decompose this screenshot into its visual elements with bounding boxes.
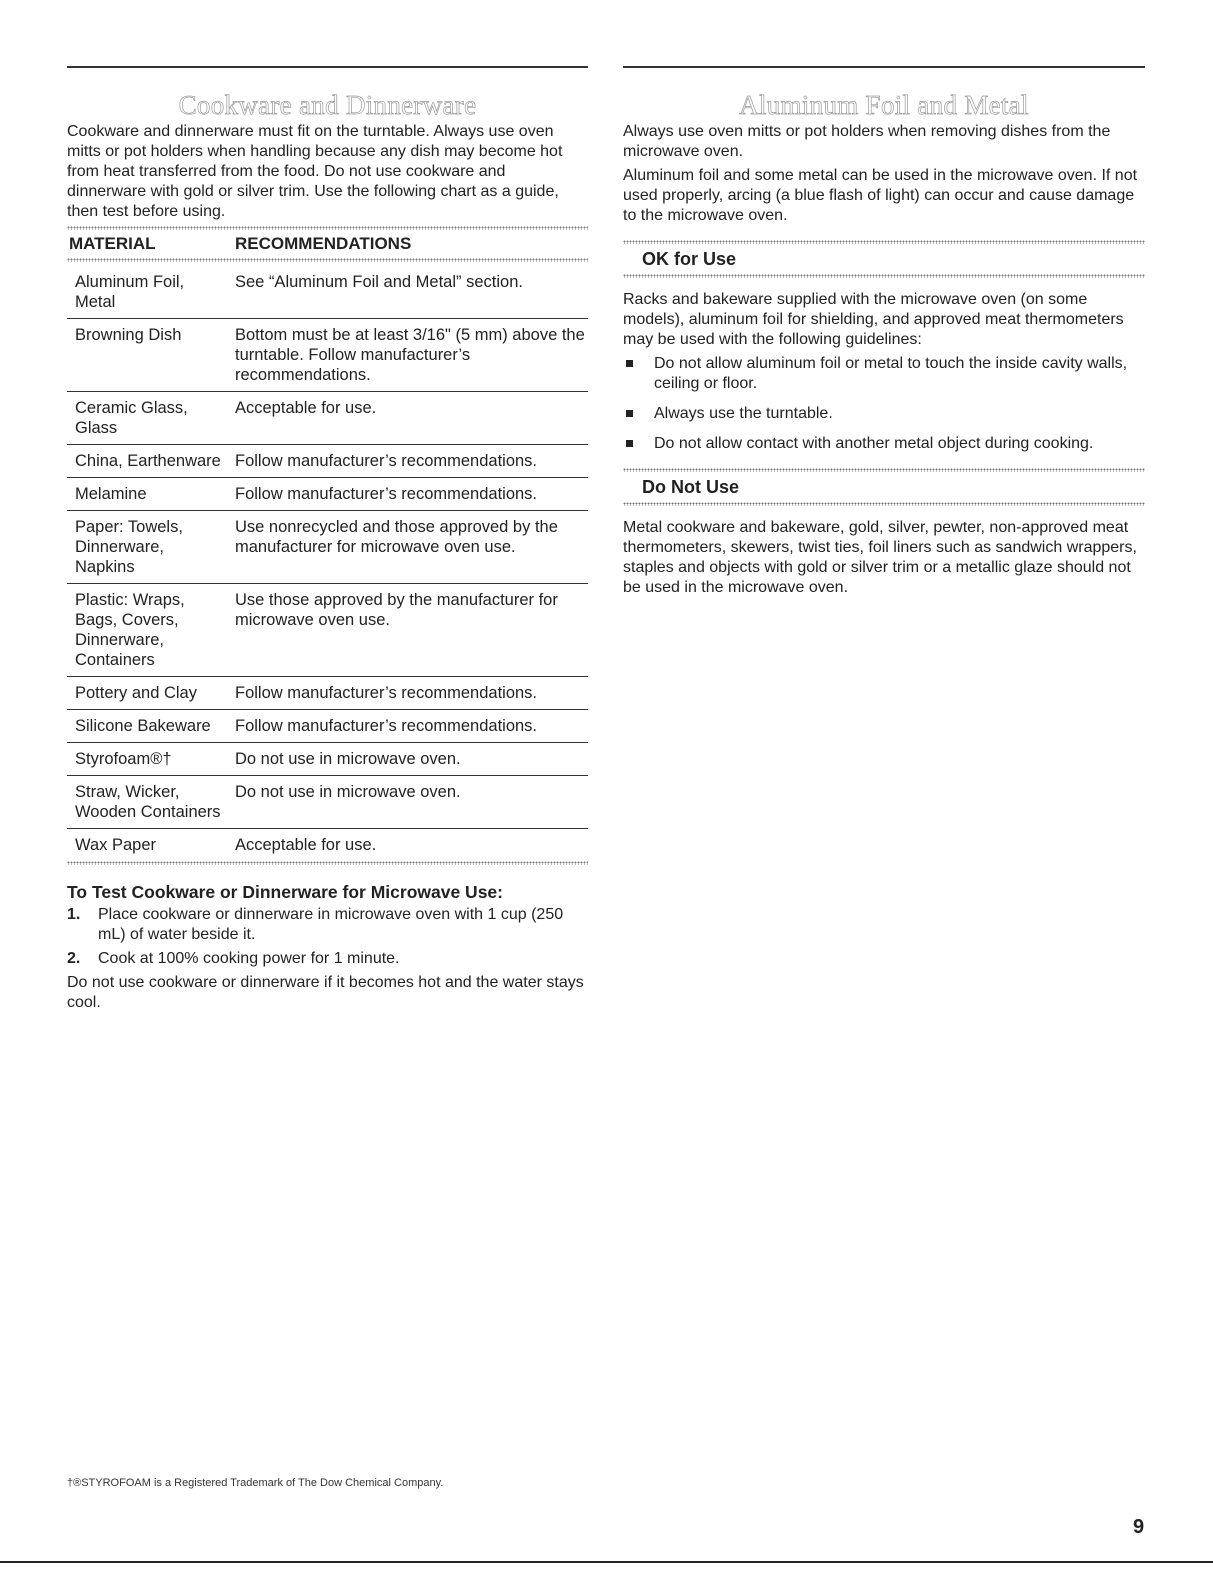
recommendation-cell: Acceptable for use. xyxy=(227,392,588,445)
top-rule xyxy=(623,66,1145,68)
test-closing: Do not use cookware or dinnerware if it becomes hot and the water stays cool. xyxy=(67,974,584,1011)
recommendation-cell: Follow manufacturer’s recommendations. xyxy=(227,445,588,478)
aluminum-column xyxy=(623,66,1145,598)
test-heading: To Test Cookware or Dinnerware for Microwave Use: xyxy=(67,882,503,902)
table-row xyxy=(67,478,588,511)
recommendation-cell: Do not use in microwave oven. xyxy=(227,743,588,776)
ok-for-use-heading: OK for Use xyxy=(642,249,737,269)
table-row xyxy=(67,776,588,829)
material-cell: Ceramic Glass, Glass xyxy=(67,392,227,445)
bottom-rule xyxy=(0,1561,1213,1563)
step-number: 2. xyxy=(67,950,81,967)
top-rule xyxy=(67,66,588,68)
do-not-use-heading: Do Not Use xyxy=(642,477,740,497)
dotted-divider xyxy=(623,274,1145,278)
table-row xyxy=(67,511,588,584)
recommendation-cell: See “Aluminum Foil and Metal” section. xyxy=(227,266,588,319)
bullet-square-icon xyxy=(626,360,633,367)
do-not-use-text: Metal cookware and bakeware, gold, silver, pewter, non-approved meat thermometers, skewers, twist ties, foil liners such as sandwich wrappers, staples and objects with gold or silver trim or a metallic glaze should not be used in the microwave oven. xyxy=(623,519,1137,596)
table-header xyxy=(67,234,588,254)
recommendation-cell: Do not use in microwave oven. xyxy=(227,776,588,829)
bullet-text: Do not allow aluminum foil or metal to touch the inside cavity walls, ceiling or floor. xyxy=(654,355,1128,392)
list-item xyxy=(67,949,588,969)
recommendation-cell: Follow manufacturer’s recommendations. xyxy=(227,677,588,710)
recommendations-header: RECOMMENDATIONS xyxy=(235,234,412,253)
bullet-square-icon xyxy=(626,410,633,417)
dotted-divider xyxy=(623,502,1145,506)
material-cell: Aluminum Foil, Metal xyxy=(67,266,227,319)
table-row xyxy=(67,392,588,445)
aluminum-para-2: Aluminum foil and some metal can be used in the microwave oven. If not used properly, arcing (a blue flash of light) can occur and cause damage to the microwave oven. xyxy=(623,167,1138,224)
material-cell: Melamine xyxy=(67,478,227,511)
list-item xyxy=(67,905,588,945)
aluminum-section-title: Aluminum Foil and Metal xyxy=(739,90,1029,120)
table-row xyxy=(67,829,588,862)
material-cell: Straw, Wicker, Wooden Containers xyxy=(67,776,227,829)
cookware-column xyxy=(67,66,588,1013)
recommendation-cell: Follow manufacturer’s recommendations. xyxy=(227,710,588,743)
ok-guidelines-list xyxy=(623,354,1145,454)
recommendation-cell: Bottom must be at least 3/16" (5 mm) above the turntable. Follow manufacturer’s recommendations. xyxy=(227,319,588,392)
dotted-divider xyxy=(623,240,1145,244)
table-row xyxy=(67,266,588,319)
bullet-text: Do not allow contact with another metal object during cooking. xyxy=(654,435,1094,452)
table-row xyxy=(67,710,588,743)
recommendation-cell: Follow manufacturer’s recommendations. xyxy=(227,478,588,511)
recommendation-cell: Use those approved by the manufacturer for microwave oven use. xyxy=(227,584,588,677)
dotted-divider xyxy=(67,258,588,262)
step-text: Cook at 100% cooking power for 1 minute. xyxy=(98,950,400,967)
material-cell: Silicone Bakeware xyxy=(67,710,227,743)
table-row xyxy=(67,445,588,478)
dotted-divider xyxy=(67,861,588,865)
material-cell: Wax Paper xyxy=(75,836,157,854)
step-text: Place cookware or dinnerware in microwave oven with 1 cup (250 mL) of water beside it. xyxy=(98,906,564,943)
list-item xyxy=(623,404,1145,424)
list-item xyxy=(623,354,1145,394)
material-cell: China, Earthenware xyxy=(67,445,227,478)
page-number: 9 xyxy=(1133,1516,1145,1538)
material-cell: Pottery and Clay xyxy=(67,677,227,710)
dotted-divider xyxy=(623,468,1145,472)
table-row xyxy=(67,319,588,392)
material-cell: Browning Dish xyxy=(67,319,227,392)
material-cell: Paper: Towels, Dinnerware, Napkins xyxy=(67,511,227,584)
material-cell: Styrofoam®† xyxy=(67,743,227,776)
step-number: 1. xyxy=(67,906,81,923)
bullet-text: Always use the turntable. xyxy=(654,405,833,422)
dotted-divider xyxy=(67,226,588,230)
table-row xyxy=(67,677,588,710)
recommendation-cell: Use nonrecycled and those approved by the manufacturer for microwave oven use. xyxy=(227,511,588,584)
list-item xyxy=(623,434,1145,454)
recommendation-cell: Acceptable for use. xyxy=(235,836,377,854)
test-steps xyxy=(67,905,588,969)
trademark-footnote: †®STYROFOAM is a Registered Trademark of The Dow Chemical Company. xyxy=(67,1477,444,1489)
table-row xyxy=(67,743,588,776)
bullet-square-icon xyxy=(626,440,633,447)
material-table xyxy=(67,234,588,861)
ok-for-use-text: Racks and bakeware supplied with the microwave oven (on some models), aluminum foil for shielding, and approved meat thermometers may be used with the following guidelines: xyxy=(623,291,1124,348)
cookware-intro: Cookware and dinnerware must fit on the turntable. Always use oven mitts or pot holders when handling because any dish may become hot from heat transferred from the food. Do not use cookware and dinnerware with gold or silver trim. Use the following chart as a guide, then test before using. xyxy=(67,123,563,220)
cookware-section-title: Cookware and Dinnerware xyxy=(178,90,477,120)
aluminum-para-1: Always use oven mitts or pot holders when removing dishes from the microwave oven. xyxy=(623,123,1111,160)
material-cell: Plastic: Wraps, Bags, Covers, Dinnerware, Containers xyxy=(67,584,227,677)
table-row xyxy=(67,584,588,677)
material-header: MATERIAL xyxy=(69,234,156,253)
